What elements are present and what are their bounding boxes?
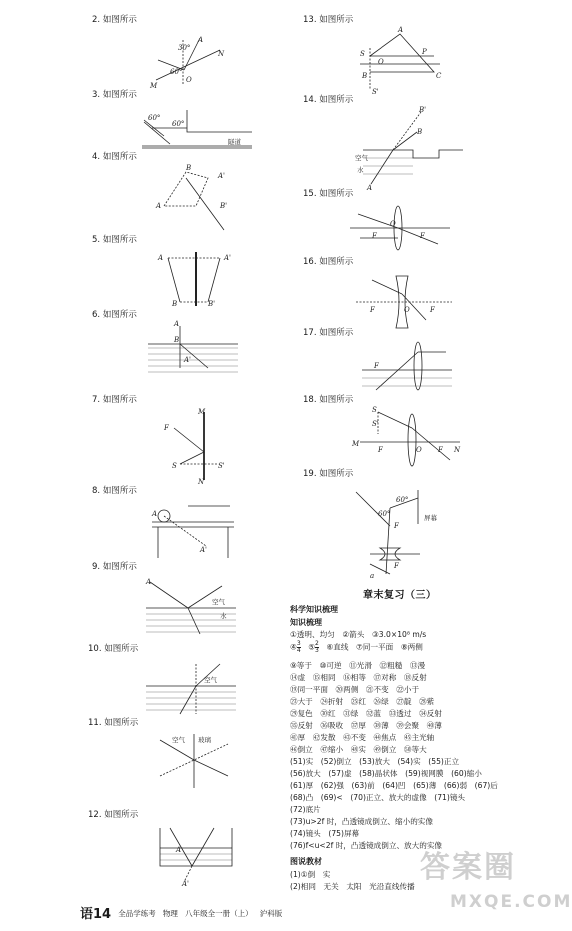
d8-A: A	[152, 510, 158, 518]
section-textbook-illustration: 图说教材	[290, 857, 322, 866]
item-6-label: 6. 如图所示	[92, 310, 137, 320]
d3-60b: 60°	[172, 120, 185, 128]
footer-grade: 八年级全一册（上）	[185, 909, 253, 918]
d13-A: A	[398, 26, 404, 34]
footer-subject: 物理	[162, 909, 178, 918]
d2-N: N	[218, 50, 225, 58]
diagram-10	[146, 656, 236, 718]
footer-series: 全品学练考	[118, 909, 156, 918]
d2-O: O	[186, 76, 192, 84]
d14-water: 水	[357, 166, 364, 174]
d6-B: B	[174, 336, 180, 344]
d2-30deg: 30°	[178, 44, 191, 52]
d7-S: S	[172, 462, 177, 470]
d13-B: B	[362, 72, 368, 80]
answer-line-10: ㊻倒立 ㊼缩小 ㊽实 ㊾倒立 ㊿等大	[290, 745, 427, 754]
page-number: 14	[93, 907, 112, 922]
answer-line-6: ㉓大于 ㉔折射 ㉕红 ㉖绿 ㉗靛 ㉘紫	[290, 697, 435, 706]
diagram-17	[356, 340, 456, 396]
item-18-label: 18. 如图所示	[303, 395, 354, 405]
d3-60a: 60°	[148, 114, 161, 122]
d13-C: C	[436, 72, 442, 80]
item-19-label: 19. 如图所示	[303, 469, 354, 479]
d18-O: O	[416, 446, 422, 454]
d4-Ap: A'	[218, 172, 225, 180]
d11-glass: 玻璃	[198, 736, 211, 744]
d7-N: N	[198, 478, 205, 486]
fraction-2-3: $\frac{2}{3}$	[315, 640, 319, 654]
d9-air: 空气	[212, 598, 225, 606]
section-science-summary: 科学知识梳理	[290, 605, 338, 614]
diagram-3	[142, 108, 252, 150]
diagram-13	[350, 28, 450, 94]
d14-A: A	[367, 184, 373, 192]
d6-A: A	[174, 320, 180, 328]
d12-Ap: A'	[182, 880, 189, 888]
diagram-9	[146, 576, 236, 638]
d6-Ap: A'	[184, 356, 191, 364]
item-7-label: 7. 如图所示	[92, 395, 137, 405]
page-prefix: 语	[80, 907, 94, 922]
d18-F1: F	[378, 446, 383, 454]
d19-F2: F	[394, 562, 399, 570]
d14-B: B	[417, 128, 423, 136]
item-14-label: 14. 如图所示	[303, 95, 354, 105]
diagram-2	[148, 30, 228, 90]
d4-B: B	[186, 164, 192, 172]
d15-O: O	[390, 220, 396, 228]
d11-air: 空气	[172, 736, 185, 744]
watermark-logo: 答案圈	[420, 850, 516, 885]
diagram-6	[148, 318, 238, 380]
diagram-19	[350, 484, 460, 582]
d18-S: S	[372, 406, 377, 414]
answer-line-4: ⑭虚 ⑮相同 ⑯相等 ⑰对称 ⑱反射	[290, 673, 427, 682]
answer-line-14: (68)凸 (69)< (70)正立、放大的虚像 (71)镜头	[290, 793, 466, 802]
item-10-label: 10. 如图所示	[88, 644, 139, 654]
answer-line-12: (56)放大 (57)虚 (58)晶状体 (59)视网膜 (60)缩小	[290, 769, 482, 778]
answer-line-18: (76)f<u<2f 时，凸透镜成倒立、放大的实像	[290, 841, 443, 850]
d19-screen: 屏幕	[424, 514, 437, 522]
d10-air: 空气	[204, 676, 217, 684]
item-8-label: 8. 如图所示	[92, 486, 137, 496]
d18-Sp: S'	[372, 420, 379, 428]
d13-P: P	[422, 48, 427, 56]
answer-line-15: (72)底片	[290, 805, 321, 814]
d18-F2: F	[438, 446, 443, 454]
d14-air: 空气	[355, 154, 368, 162]
d14-Bp: B'	[419, 106, 427, 114]
item-17-label: 17. 如图所示	[303, 328, 354, 338]
d13-O: O	[378, 58, 384, 66]
d4-Bp: B'	[220, 202, 228, 210]
answer-line-9: ㊶厚 ㊷发散 ㊸不变 ㊹焦点 ㊺主光轴	[290, 733, 435, 742]
item-16-label: 16. 如图所示	[303, 257, 354, 267]
diagram-7	[160, 408, 240, 484]
d12-A: A	[176, 846, 182, 854]
d16-O: O	[404, 306, 410, 314]
diagram-18	[350, 404, 460, 468]
page-footer	[80, 903, 282, 922]
d15-F1: F	[372, 232, 377, 240]
d4-A: A	[156, 202, 162, 210]
diagram-16	[356, 272, 452, 330]
answer-line-1: ①透明、均匀 ②箭头 ③3.0×10⁸ m/s	[290, 630, 427, 639]
d5-B: B	[172, 300, 178, 308]
item-13-label: 13. 如图所示	[303, 15, 354, 25]
answer-line-8: ㉟反射 ㊱吸收 ㊲厚 ㊳薄 ㊴会聚 ㊵薄	[290, 721, 442, 730]
d5-A: A	[158, 254, 164, 262]
answer-line-2: ④ $\frac{3}{4}$ ⑤ $\frac{2}{3}$ ⑥直线 ⑦同一平面 ⑧两侧	[290, 640, 423, 654]
tail-line-2: (2)相同 无关 太阳 光沿直线传播	[290, 882, 415, 891]
d16-F2: F	[430, 306, 435, 314]
d17-F: F	[374, 362, 379, 370]
item-3-label: 3. 如图所示	[92, 90, 137, 100]
d19-a: a	[370, 572, 375, 580]
answer-line-16: (73)u>2f 时，凸透镜成倒立、缩小的实像	[290, 817, 433, 826]
d16-F1: F	[370, 306, 375, 314]
item-9-label: 9. 如图所示	[92, 562, 137, 572]
item-11-label: 11. 如图所示	[88, 718, 139, 728]
answer-line-5: ⑲同一平面 ⑳两侧 ㉑不变 ㉒小于	[290, 685, 420, 694]
d8-Ap: A'	[200, 546, 207, 554]
d5-Ap: A'	[224, 254, 231, 262]
chapter-review-title: 章末复习（三）	[363, 590, 437, 601]
answer-line-7: ㉙复色 ㉚红 ㉛绿 ㉜蓝 ㉝透过 ㉞反射	[290, 709, 442, 718]
watermark-url: MXQE.COM	[450, 892, 572, 912]
answer-line-13: (61)厚 (62)强 (63)前 (64)凹 (65)薄 (66)弱 (67)后	[290, 781, 498, 790]
d9-A: A	[146, 578, 152, 586]
d18-N: N	[454, 446, 461, 454]
diagram-5	[158, 248, 238, 310]
section-knowledge-summary: 知识梳理	[290, 618, 322, 627]
item-4-label: 4. 如图所示	[92, 152, 137, 162]
item-5-label: 5. 如图所示	[92, 235, 137, 245]
diagram-12	[156, 822, 236, 888]
answer-line-3: ⑨等于 ⑩可逆 ⑪光滑 ⑫粗糙 ⑬漫	[290, 661, 426, 670]
tail-line-1: (1)①倒 实	[290, 870, 331, 879]
d2-M: M	[150, 82, 158, 90]
answer-line-17: (74)镜头 (75)屏幕	[290, 829, 360, 838]
d19-F1: F	[394, 522, 399, 530]
d19-60a: 60°	[396, 496, 409, 504]
item-2-label: 2. 如图所示	[92, 15, 137, 25]
d2-60deg: 60°	[170, 68, 183, 76]
d15-F2: F	[420, 232, 425, 240]
diagram-4	[156, 164, 236, 234]
d5-Bp: B'	[208, 300, 216, 308]
diagram-11	[150, 732, 240, 790]
d13-S: S	[360, 50, 365, 58]
diagram-8	[148, 500, 238, 562]
d9-water: 水	[220, 612, 227, 620]
d19-60b: 60°	[378, 510, 391, 518]
diagram-14	[355, 106, 465, 192]
answer-line-11: (51)实 (52)倒立 (53)放大 (54)实 (55)正立	[290, 757, 460, 766]
item-15-label: 15. 如图所示	[303, 189, 354, 199]
d18-M: M	[352, 440, 360, 448]
d7-M: M	[198, 408, 206, 416]
d3-tunnel: 隧道	[228, 138, 241, 146]
footer-edition: 沪科版	[259, 909, 283, 918]
d13-Sp: S'	[372, 88, 379, 96]
d2-A: A	[198, 36, 204, 44]
diagram-15	[350, 204, 450, 254]
d7-Sp: S'	[218, 462, 225, 470]
d7-F: F	[164, 424, 169, 432]
item-12-label: 12. 如图所示	[88, 810, 139, 820]
fraction-3-4: $\frac{3}{4}$	[296, 640, 301, 654]
